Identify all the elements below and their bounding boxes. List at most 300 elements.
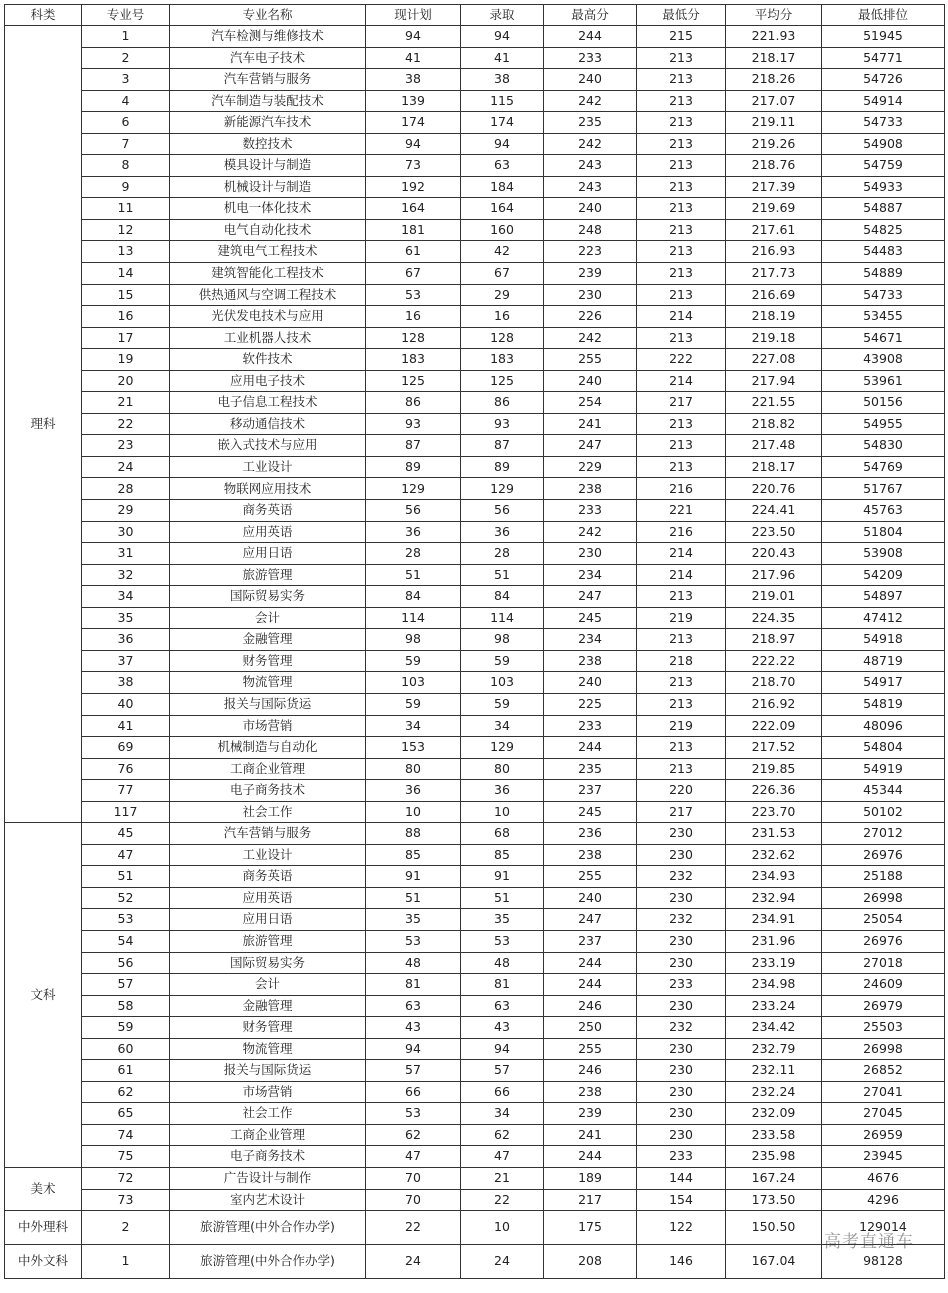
min-rank-cell: 54769 bbox=[822, 456, 945, 478]
table-row bbox=[5, 801, 945, 823]
admitted-count-cell: 36 bbox=[461, 780, 544, 802]
min-score-cell: 230 bbox=[637, 1081, 726, 1103]
min-rank-cell: 54804 bbox=[822, 737, 945, 759]
table-row bbox=[5, 887, 945, 909]
admitted-count-cell: 183 bbox=[461, 349, 544, 371]
min-score-cell: 222 bbox=[637, 349, 726, 371]
max-score-cell: 250 bbox=[544, 1017, 637, 1039]
admitted-count-cell: 10 bbox=[461, 1211, 544, 1245]
table-row bbox=[5, 176, 945, 198]
major-name-cell: 电气自动化技术 bbox=[170, 219, 366, 241]
major-code-cell: 4 bbox=[82, 90, 170, 112]
min-score-cell: 213 bbox=[637, 263, 726, 285]
min-rank-cell: 45344 bbox=[822, 780, 945, 802]
major-name-cell: 工商企业管理 bbox=[170, 1124, 366, 1146]
avg-score-cell: 218.76 bbox=[726, 155, 822, 177]
max-score-cell: 242 bbox=[544, 521, 637, 543]
avg-score-cell: 150.50 bbox=[726, 1211, 822, 1245]
plan-count-cell: 53 bbox=[366, 1103, 461, 1125]
admitted-count-cell: 51 bbox=[461, 887, 544, 909]
admitted-count-cell: 43 bbox=[461, 1017, 544, 1039]
min-score-cell: 213 bbox=[637, 672, 726, 694]
min-score-cell: 213 bbox=[637, 693, 726, 715]
major-name-cell: 旅游管理(中外合作办学) bbox=[170, 1211, 366, 1245]
avg-score-cell: 234.93 bbox=[726, 866, 822, 888]
plan-count-cell: 36 bbox=[366, 780, 461, 802]
major-name-cell: 建筑电气工程技术 bbox=[170, 241, 366, 263]
major-name-cell: 嵌入式技术与应用 bbox=[170, 435, 366, 457]
header-major-code: 专业号 bbox=[82, 5, 170, 26]
major-name-cell: 物流管理 bbox=[170, 672, 366, 694]
avg-score-cell: 232.79 bbox=[726, 1038, 822, 1060]
major-name-cell: 汽车营销与服务 bbox=[170, 69, 366, 91]
major-code-cell: 14 bbox=[82, 263, 170, 285]
major-code-cell: 29 bbox=[82, 500, 170, 522]
max-score-cell: 208 bbox=[544, 1245, 637, 1279]
major-code-cell: 2 bbox=[82, 1211, 170, 1245]
min-score-cell: 230 bbox=[637, 1103, 726, 1125]
max-score-cell: 238 bbox=[544, 650, 637, 672]
max-score-cell: 225 bbox=[544, 693, 637, 715]
header-avg-score: 平均分 bbox=[726, 5, 822, 26]
plan-count-cell: 73 bbox=[366, 155, 461, 177]
min-rank-cell: 25054 bbox=[822, 909, 945, 931]
min-rank-cell: 54955 bbox=[822, 413, 945, 435]
table-row bbox=[5, 844, 945, 866]
admitted-count-cell: 84 bbox=[461, 586, 544, 608]
major-name-cell: 机电一体化技术 bbox=[170, 198, 366, 220]
major-name-cell: 电子商务技术 bbox=[170, 780, 366, 802]
major-code-cell: 28 bbox=[82, 478, 170, 500]
table-row bbox=[5, 758, 945, 780]
min-score-cell: 214 bbox=[637, 543, 726, 565]
major-name-cell: 社会工作 bbox=[170, 801, 366, 823]
category-cell: 理科 bbox=[5, 26, 82, 823]
major-code-cell: 16 bbox=[82, 306, 170, 328]
major-code-cell: 56 bbox=[82, 952, 170, 974]
major-code-cell: 52 bbox=[82, 887, 170, 909]
plan-count-cell: 87 bbox=[366, 435, 461, 457]
major-code-cell: 47 bbox=[82, 844, 170, 866]
plan-count-cell: 181 bbox=[366, 219, 461, 241]
major-code-cell: 72 bbox=[82, 1167, 170, 1189]
table-row bbox=[5, 607, 945, 629]
min-score-cell: 214 bbox=[637, 370, 726, 392]
major-name-cell: 模具设计与制造 bbox=[170, 155, 366, 177]
admitted-count-cell: 80 bbox=[461, 758, 544, 780]
min-rank-cell: 54819 bbox=[822, 693, 945, 715]
avg-score-cell: 218.17 bbox=[726, 456, 822, 478]
admitted-count-cell: 10 bbox=[461, 801, 544, 823]
major-name-cell: 工业机器人技术 bbox=[170, 327, 366, 349]
major-name-cell: 汽车制造与装配技术 bbox=[170, 90, 366, 112]
max-score-cell: 246 bbox=[544, 1060, 637, 1082]
avg-score-cell: 217.52 bbox=[726, 737, 822, 759]
admitted-count-cell: 66 bbox=[461, 1081, 544, 1103]
major-code-cell: 17 bbox=[82, 327, 170, 349]
plan-count-cell: 89 bbox=[366, 456, 461, 478]
major-code-cell: 40 bbox=[82, 693, 170, 715]
admitted-count-cell: 86 bbox=[461, 392, 544, 414]
avg-score-cell: 219.85 bbox=[726, 758, 822, 780]
major-name-cell: 应用日语 bbox=[170, 909, 366, 931]
header-major-name: 专业名称 bbox=[170, 5, 366, 26]
admitted-count-cell: 129 bbox=[461, 737, 544, 759]
max-score-cell: 233 bbox=[544, 47, 637, 69]
major-name-cell: 报关与国际货运 bbox=[170, 693, 366, 715]
admitted-count-cell: 53 bbox=[461, 930, 544, 952]
admitted-count-cell: 174 bbox=[461, 112, 544, 134]
plan-count-cell: 38 bbox=[366, 69, 461, 91]
admitted-count-cell: 35 bbox=[461, 909, 544, 931]
min-score-cell: 230 bbox=[637, 844, 726, 866]
min-rank-cell: 53908 bbox=[822, 543, 945, 565]
plan-count-cell: 192 bbox=[366, 176, 461, 198]
plan-count-cell: 114 bbox=[366, 607, 461, 629]
max-score-cell: 247 bbox=[544, 435, 637, 457]
major-code-cell: 11 bbox=[82, 198, 170, 220]
max-score-cell: 246 bbox=[544, 995, 637, 1017]
min-rank-cell: 50156 bbox=[822, 392, 945, 414]
min-score-cell: 146 bbox=[637, 1245, 726, 1279]
avg-score-cell: 235.98 bbox=[726, 1146, 822, 1168]
major-name-cell: 汽车营销与服务 bbox=[170, 823, 366, 845]
min-rank-cell: 54919 bbox=[822, 758, 945, 780]
major-name-cell: 报关与国际货运 bbox=[170, 1060, 366, 1082]
max-score-cell: 234 bbox=[544, 564, 637, 586]
major-name-cell: 商务英语 bbox=[170, 866, 366, 888]
plan-count-cell: 98 bbox=[366, 629, 461, 651]
plan-count-cell: 183 bbox=[366, 349, 461, 371]
min-rank-cell: 26998 bbox=[822, 1038, 945, 1060]
avg-score-cell: 233.24 bbox=[726, 995, 822, 1017]
min-rank-cell: 48719 bbox=[822, 650, 945, 672]
table-row bbox=[5, 650, 945, 672]
max-score-cell: 230 bbox=[544, 543, 637, 565]
min-rank-cell: 43908 bbox=[822, 349, 945, 371]
min-rank-cell: 47412 bbox=[822, 607, 945, 629]
plan-count-cell: 43 bbox=[366, 1017, 461, 1039]
avg-score-cell: 216.69 bbox=[726, 284, 822, 306]
min-score-cell: 213 bbox=[637, 155, 726, 177]
min-rank-cell: 48096 bbox=[822, 715, 945, 737]
max-score-cell: 236 bbox=[544, 823, 637, 845]
min-score-cell: 230 bbox=[637, 930, 726, 952]
major-name-cell: 广告设计与制作 bbox=[170, 1167, 366, 1189]
avg-score-cell: 231.96 bbox=[726, 930, 822, 952]
header-category: 科类 bbox=[5, 5, 82, 26]
min-rank-cell: 27045 bbox=[822, 1103, 945, 1125]
avg-score-cell: 231.53 bbox=[726, 823, 822, 845]
major-code-cell: 31 bbox=[82, 543, 170, 565]
admitted-count-cell: 47 bbox=[461, 1146, 544, 1168]
plan-count-cell: 10 bbox=[366, 801, 461, 823]
avg-score-cell: 218.17 bbox=[726, 47, 822, 69]
table-row bbox=[5, 500, 945, 522]
avg-score-cell: 217.96 bbox=[726, 564, 822, 586]
major-name-cell: 金融管理 bbox=[170, 629, 366, 651]
table-row bbox=[5, 349, 945, 371]
header-row bbox=[5, 5, 945, 26]
header-plan: 现计划 bbox=[366, 5, 461, 26]
plan-count-cell: 59 bbox=[366, 693, 461, 715]
plan-count-cell: 88 bbox=[366, 823, 461, 845]
min-rank-cell: 54908 bbox=[822, 133, 945, 155]
avg-score-cell: 219.69 bbox=[726, 198, 822, 220]
avg-score-cell: 220.43 bbox=[726, 543, 822, 565]
admitted-count-cell: 81 bbox=[461, 974, 544, 996]
max-score-cell: 242 bbox=[544, 90, 637, 112]
table-row bbox=[5, 1245, 945, 1279]
min-score-cell: 216 bbox=[637, 521, 726, 543]
major-code-cell: 60 bbox=[82, 1038, 170, 1060]
min-rank-cell: 26852 bbox=[822, 1060, 945, 1082]
major-name-cell: 财务管理 bbox=[170, 1017, 366, 1039]
major-code-cell: 22 bbox=[82, 413, 170, 435]
max-score-cell: 175 bbox=[544, 1211, 637, 1245]
table-row bbox=[5, 672, 945, 694]
major-code-cell: 12 bbox=[82, 219, 170, 241]
max-score-cell: 238 bbox=[544, 844, 637, 866]
admitted-count-cell: 87 bbox=[461, 435, 544, 457]
avg-score-cell: 223.50 bbox=[726, 521, 822, 543]
table-row bbox=[5, 219, 945, 241]
min-score-cell: 230 bbox=[637, 1038, 726, 1060]
table-row bbox=[5, 112, 945, 134]
admitted-count-cell: 24 bbox=[461, 1245, 544, 1279]
min-score-cell: 232 bbox=[637, 866, 726, 888]
min-rank-cell: 25188 bbox=[822, 866, 945, 888]
plan-count-cell: 47 bbox=[366, 1146, 461, 1168]
max-score-cell: 235 bbox=[544, 112, 637, 134]
table-row bbox=[5, 1189, 945, 1211]
min-score-cell: 213 bbox=[637, 198, 726, 220]
min-rank-cell: 4296 bbox=[822, 1189, 945, 1211]
min-rank-cell: 25503 bbox=[822, 1017, 945, 1039]
major-code-cell: 2 bbox=[82, 47, 170, 69]
avg-score-cell: 219.11 bbox=[726, 112, 822, 134]
major-name-cell: 移动通信技术 bbox=[170, 413, 366, 435]
admitted-count-cell: 98 bbox=[461, 629, 544, 651]
min-rank-cell: 26976 bbox=[822, 930, 945, 952]
avg-score-cell: 217.07 bbox=[726, 90, 822, 112]
min-rank-cell: 53455 bbox=[822, 306, 945, 328]
table-row bbox=[5, 1211, 945, 1245]
admitted-count-cell: 129 bbox=[461, 478, 544, 500]
major-name-cell: 国际贸易实务 bbox=[170, 952, 366, 974]
major-code-cell: 75 bbox=[82, 1146, 170, 1168]
table-row bbox=[5, 392, 945, 414]
major-code-cell: 34 bbox=[82, 586, 170, 608]
plan-count-cell: 56 bbox=[366, 500, 461, 522]
min-rank-cell: 54209 bbox=[822, 564, 945, 586]
plan-count-cell: 35 bbox=[366, 909, 461, 931]
min-score-cell: 217 bbox=[637, 392, 726, 414]
watermark-text: 高考直通车 bbox=[824, 1232, 914, 1253]
max-score-cell: 248 bbox=[544, 219, 637, 241]
major-code-cell: 65 bbox=[82, 1103, 170, 1125]
table-row bbox=[5, 823, 945, 845]
table-row bbox=[5, 974, 945, 996]
plan-count-cell: 59 bbox=[366, 650, 461, 672]
min-score-cell: 213 bbox=[637, 586, 726, 608]
plan-count-cell: 57 bbox=[366, 1060, 461, 1082]
plan-count-cell: 51 bbox=[366, 564, 461, 586]
plan-count-cell: 103 bbox=[366, 672, 461, 694]
max-score-cell: 189 bbox=[544, 1167, 637, 1189]
table-row bbox=[5, 1124, 945, 1146]
min-score-cell: 230 bbox=[637, 823, 726, 845]
major-code-cell: 59 bbox=[82, 1017, 170, 1039]
header-admitted: 录取 bbox=[461, 5, 544, 26]
min-score-cell: 214 bbox=[637, 564, 726, 586]
avg-score-cell: 219.18 bbox=[726, 327, 822, 349]
header-min-score: 最低分 bbox=[637, 5, 726, 26]
avg-score-cell: 222.09 bbox=[726, 715, 822, 737]
min-rank-cell: 54671 bbox=[822, 327, 945, 349]
min-rank-cell: 54483 bbox=[822, 241, 945, 263]
max-score-cell: 238 bbox=[544, 1081, 637, 1103]
avg-score-cell: 234.98 bbox=[726, 974, 822, 996]
min-score-cell: 213 bbox=[637, 327, 726, 349]
admitted-count-cell: 57 bbox=[461, 1060, 544, 1082]
admitted-count-cell: 89 bbox=[461, 456, 544, 478]
major-name-cell: 室内艺术设计 bbox=[170, 1189, 366, 1211]
plan-count-cell: 53 bbox=[366, 930, 461, 952]
plan-count-cell: 128 bbox=[366, 327, 461, 349]
plan-count-cell: 51 bbox=[366, 887, 461, 909]
min-score-cell: 230 bbox=[637, 995, 726, 1017]
min-rank-cell: 54933 bbox=[822, 176, 945, 198]
major-name-cell: 会计 bbox=[170, 607, 366, 629]
admitted-count-cell: 94 bbox=[461, 1038, 544, 1060]
category-cell: 文科 bbox=[5, 823, 82, 1168]
avg-score-cell: 173.50 bbox=[726, 1189, 822, 1211]
avg-score-cell: 223.70 bbox=[726, 801, 822, 823]
table-row bbox=[5, 586, 945, 608]
admitted-count-cell: 103 bbox=[461, 672, 544, 694]
major-name-cell: 会计 bbox=[170, 974, 366, 996]
min-rank-cell: 54897 bbox=[822, 586, 945, 608]
header-min-rank: 最低排位 bbox=[822, 5, 945, 26]
table-row bbox=[5, 715, 945, 737]
admission-score-sheet bbox=[4, 4, 944, 1279]
max-score-cell: 217 bbox=[544, 1189, 637, 1211]
major-code-cell: 8 bbox=[82, 155, 170, 177]
admitted-count-cell: 93 bbox=[461, 413, 544, 435]
max-score-cell: 235 bbox=[544, 758, 637, 780]
min-rank-cell: 27041 bbox=[822, 1081, 945, 1103]
table-body bbox=[5, 26, 945, 1279]
max-score-cell: 229 bbox=[544, 456, 637, 478]
max-score-cell: 244 bbox=[544, 26, 637, 48]
admitted-count-cell: 34 bbox=[461, 1103, 544, 1125]
admitted-count-cell: 63 bbox=[461, 155, 544, 177]
plan-count-cell: 174 bbox=[366, 112, 461, 134]
min-rank-cell: 51804 bbox=[822, 521, 945, 543]
table-row bbox=[5, 629, 945, 651]
min-score-cell: 219 bbox=[637, 607, 726, 629]
min-score-cell: 217 bbox=[637, 801, 726, 823]
table-row bbox=[5, 306, 945, 328]
major-code-cell: 32 bbox=[82, 564, 170, 586]
min-score-cell: 213 bbox=[637, 413, 726, 435]
major-code-cell: 51 bbox=[82, 866, 170, 888]
plan-count-cell: 153 bbox=[366, 737, 461, 759]
major-name-cell: 市场营销 bbox=[170, 1081, 366, 1103]
min-rank-cell: 54918 bbox=[822, 629, 945, 651]
major-code-cell: 6 bbox=[82, 112, 170, 134]
plan-count-cell: 94 bbox=[366, 1038, 461, 1060]
major-name-cell: 应用电子技术 bbox=[170, 370, 366, 392]
min-score-cell: 213 bbox=[637, 90, 726, 112]
plan-count-cell: 125 bbox=[366, 370, 461, 392]
min-score-cell: 232 bbox=[637, 909, 726, 931]
header-max-score: 最高分 bbox=[544, 5, 637, 26]
admitted-count-cell: 28 bbox=[461, 543, 544, 565]
major-name-cell: 工商企业管理 bbox=[170, 758, 366, 780]
admitted-count-cell: 128 bbox=[461, 327, 544, 349]
admitted-count-cell: 160 bbox=[461, 219, 544, 241]
min-rank-cell: 54726 bbox=[822, 69, 945, 91]
min-rank-cell: 26998 bbox=[822, 887, 945, 909]
avg-score-cell: 217.48 bbox=[726, 435, 822, 457]
max-score-cell: 254 bbox=[544, 392, 637, 414]
max-score-cell: 237 bbox=[544, 930, 637, 952]
max-score-cell: 255 bbox=[544, 1038, 637, 1060]
table-row bbox=[5, 241, 945, 263]
major-name-cell: 建筑智能化工程技术 bbox=[170, 263, 366, 285]
min-rank-cell: 54914 bbox=[822, 90, 945, 112]
admitted-count-cell: 62 bbox=[461, 1124, 544, 1146]
table-row bbox=[5, 543, 945, 565]
plan-count-cell: 70 bbox=[366, 1189, 461, 1211]
major-code-cell: 37 bbox=[82, 650, 170, 672]
major-code-cell: 1 bbox=[82, 1245, 170, 1279]
max-score-cell: 242 bbox=[544, 133, 637, 155]
table-row bbox=[5, 133, 945, 155]
major-name-cell: 国际贸易实务 bbox=[170, 586, 366, 608]
avg-score-cell: 232.24 bbox=[726, 1081, 822, 1103]
min-rank-cell: 54733 bbox=[822, 112, 945, 134]
plan-count-cell: 22 bbox=[366, 1211, 461, 1245]
plan-count-cell: 85 bbox=[366, 844, 461, 866]
plan-count-cell: 164 bbox=[366, 198, 461, 220]
max-score-cell: 240 bbox=[544, 672, 637, 694]
major-name-cell: 应用英语 bbox=[170, 521, 366, 543]
table-row bbox=[5, 866, 945, 888]
min-score-cell: 144 bbox=[637, 1167, 726, 1189]
table-row bbox=[5, 693, 945, 715]
min-score-cell: 214 bbox=[637, 306, 726, 328]
min-rank-cell: 53961 bbox=[822, 370, 945, 392]
min-score-cell: 221 bbox=[637, 500, 726, 522]
table-row bbox=[5, 1103, 945, 1125]
min-score-cell: 213 bbox=[637, 758, 726, 780]
plan-count-cell: 63 bbox=[366, 995, 461, 1017]
min-rank-cell: 26976 bbox=[822, 844, 945, 866]
avg-score-cell: 218.97 bbox=[726, 629, 822, 651]
table-row bbox=[5, 198, 945, 220]
table-row bbox=[5, 413, 945, 435]
plan-count-cell: 94 bbox=[366, 26, 461, 48]
min-score-cell: 219 bbox=[637, 715, 726, 737]
min-score-cell: 216 bbox=[637, 478, 726, 500]
min-score-cell: 232 bbox=[637, 1017, 726, 1039]
table-row bbox=[5, 780, 945, 802]
major-code-cell: 7 bbox=[82, 133, 170, 155]
major-name-cell: 软件技术 bbox=[170, 349, 366, 371]
